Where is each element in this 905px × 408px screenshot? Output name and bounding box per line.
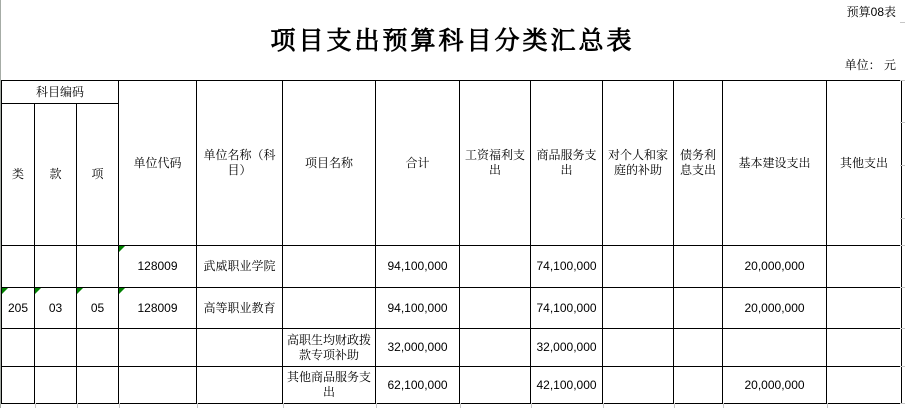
table-cell[interactable] (674, 288, 723, 329)
gridline-stub (900, 287, 905, 288)
table-cell[interactable] (283, 246, 376, 288)
table-cell[interactable]: 武威职业学院 (197, 246, 283, 288)
col-header-other[interactable]: 其他支出 (827, 81, 902, 246)
budget-summary-table (1, 80, 902, 404)
cell-value: 205 (7, 300, 29, 315)
gridline-stub (531, 403, 532, 408)
table-cell[interactable]: 高职生均财政拨款专项补助 (283, 329, 376, 367)
table-cell[interactable] (460, 367, 531, 404)
col-header-unit-name[interactable]: 单位名称（科目） (197, 81, 283, 246)
gridline-stub (900, 22, 905, 23)
table-cell[interactable]: 62,100,000 (376, 367, 460, 404)
table-cell[interactable]: 42,100,000 (531, 367, 603, 404)
table-cell[interactable] (35, 367, 77, 404)
table-cell[interactable]: 74,100,000 (531, 288, 603, 329)
gridline-stub (900, 245, 905, 246)
table-cell[interactable] (283, 288, 376, 329)
error-indicator-triangle (77, 288, 83, 294)
gridline-stub (900, 165, 905, 166)
table-cell[interactable] (2, 288, 35, 329)
gridline-stub (376, 403, 377, 408)
error-indicator-triangle (119, 246, 125, 252)
error-indicator-triangle (35, 288, 41, 294)
table-cell[interactable] (77, 288, 119, 329)
page-title: 项目支出预算科目分类汇总表 (270, 26, 635, 55)
table-cell[interactable] (674, 329, 723, 367)
table-cell[interactable] (77, 329, 119, 367)
table-cell[interactable] (827, 288, 902, 329)
col-header-project-name[interactable]: 项目名称 (283, 81, 376, 246)
gridline-stub (900, 403, 905, 404)
table-cell[interactable] (723, 329, 827, 367)
table-cell[interactable] (674, 246, 723, 288)
col-header-capital-construction[interactable]: 基本建设支出 (723, 81, 827, 246)
table-cell[interactable] (827, 367, 902, 404)
gridline-stub (35, 403, 36, 408)
form-number-label: 预算08表 (846, 5, 896, 19)
table-cell[interactable] (119, 288, 197, 329)
gridline-stub (900, 328, 905, 329)
cell-value: 03 (48, 300, 63, 315)
table-cell[interactable] (460, 329, 531, 367)
gridline-stub (283, 403, 284, 408)
table-cell[interactable]: 94,100,000 (376, 246, 460, 288)
table-row (2, 288, 902, 329)
header-row-group (2, 81, 902, 104)
col-header-total[interactable]: 合计 (376, 81, 460, 246)
table-cell[interactable] (35, 329, 77, 367)
gridline-stub (0, 0, 1, 408)
cell-value: 128009 (137, 259, 178, 273)
table-cell[interactable] (603, 246, 674, 288)
table-cell[interactable] (2, 246, 35, 288)
table-cell[interactable] (603, 288, 674, 329)
table-cell[interactable] (119, 329, 197, 367)
table-cell[interactable] (197, 367, 283, 404)
table-cell[interactable]: 32,000,000 (376, 329, 460, 367)
gridline-stub (460, 403, 461, 408)
table-cell[interactable] (2, 367, 35, 404)
table-cell[interactable] (119, 367, 197, 404)
gridline-stub (197, 403, 198, 408)
table-cell[interactable]: 其他商品服务支出 (283, 367, 376, 404)
table-cell[interactable]: 94,100,000 (376, 288, 460, 329)
col-header-section[interactable]: 款 (35, 104, 77, 246)
col-header-class[interactable]: 类 (2, 104, 35, 246)
table-cell[interactable] (827, 246, 902, 288)
table-cell[interactable] (603, 367, 674, 404)
table-cell[interactable] (77, 246, 119, 288)
table-cell[interactable] (674, 367, 723, 404)
table-cell[interactable]: 高等职业教育 (197, 288, 283, 329)
table-cell[interactable] (119, 246, 197, 288)
table-cell[interactable]: 20,000,000 (723, 288, 827, 329)
table-cell[interactable] (77, 367, 119, 404)
table-cell[interactable] (2, 329, 35, 367)
gridline-stub (827, 403, 828, 408)
col-header-subject-code-group[interactable]: 科目编码 (2, 81, 119, 104)
table-cell[interactable]: 20,000,000 (723, 246, 827, 288)
col-header-item[interactable]: 项 (77, 104, 119, 246)
error-indicator-triangle (119, 288, 125, 294)
gridline-stub (603, 403, 604, 408)
col-header-unit-code[interactable]: 单位代码 (119, 81, 197, 246)
gridline-stub (900, 80, 905, 81)
gridline-stub (900, 218, 905, 219)
gridline-stub (900, 122, 905, 123)
gridline-stub (77, 403, 78, 408)
unit-label: 单位： 元 (844, 58, 896, 72)
col-header-debt-interest[interactable]: 债务利息支出 (674, 81, 723, 246)
table-cell[interactable] (197, 329, 283, 367)
gridline-stub (119, 403, 120, 408)
table-row (2, 246, 902, 288)
gridline-stub (674, 403, 675, 408)
gridline-stub (723, 403, 724, 408)
gridline-stub (900, 366, 905, 367)
cell-value: 05 (90, 300, 105, 315)
table-cell[interactable]: 20,000,000 (723, 367, 827, 404)
cell-value: 128009 (137, 300, 178, 315)
col-header-wage-welfare[interactable]: 工资福利支出 (460, 81, 531, 246)
table-cell[interactable] (35, 288, 77, 329)
table-row (2, 329, 902, 367)
error-indicator-triangle (2, 288, 8, 294)
table-cell[interactable] (827, 329, 902, 367)
table-cell[interactable] (603, 329, 674, 367)
col-header-goods-services[interactable]: 商品服务支出 (531, 81, 603, 246)
table-cell[interactable] (460, 288, 531, 329)
table-cell[interactable]: 74,100,000 (531, 246, 603, 288)
col-header-individual-family[interactable]: 对个人和家庭的补助 (603, 81, 674, 246)
table-cell[interactable] (35, 246, 77, 288)
table-cell[interactable] (460, 246, 531, 288)
table-cell[interactable]: 32,000,000 (531, 329, 603, 367)
table-row (2, 367, 902, 404)
